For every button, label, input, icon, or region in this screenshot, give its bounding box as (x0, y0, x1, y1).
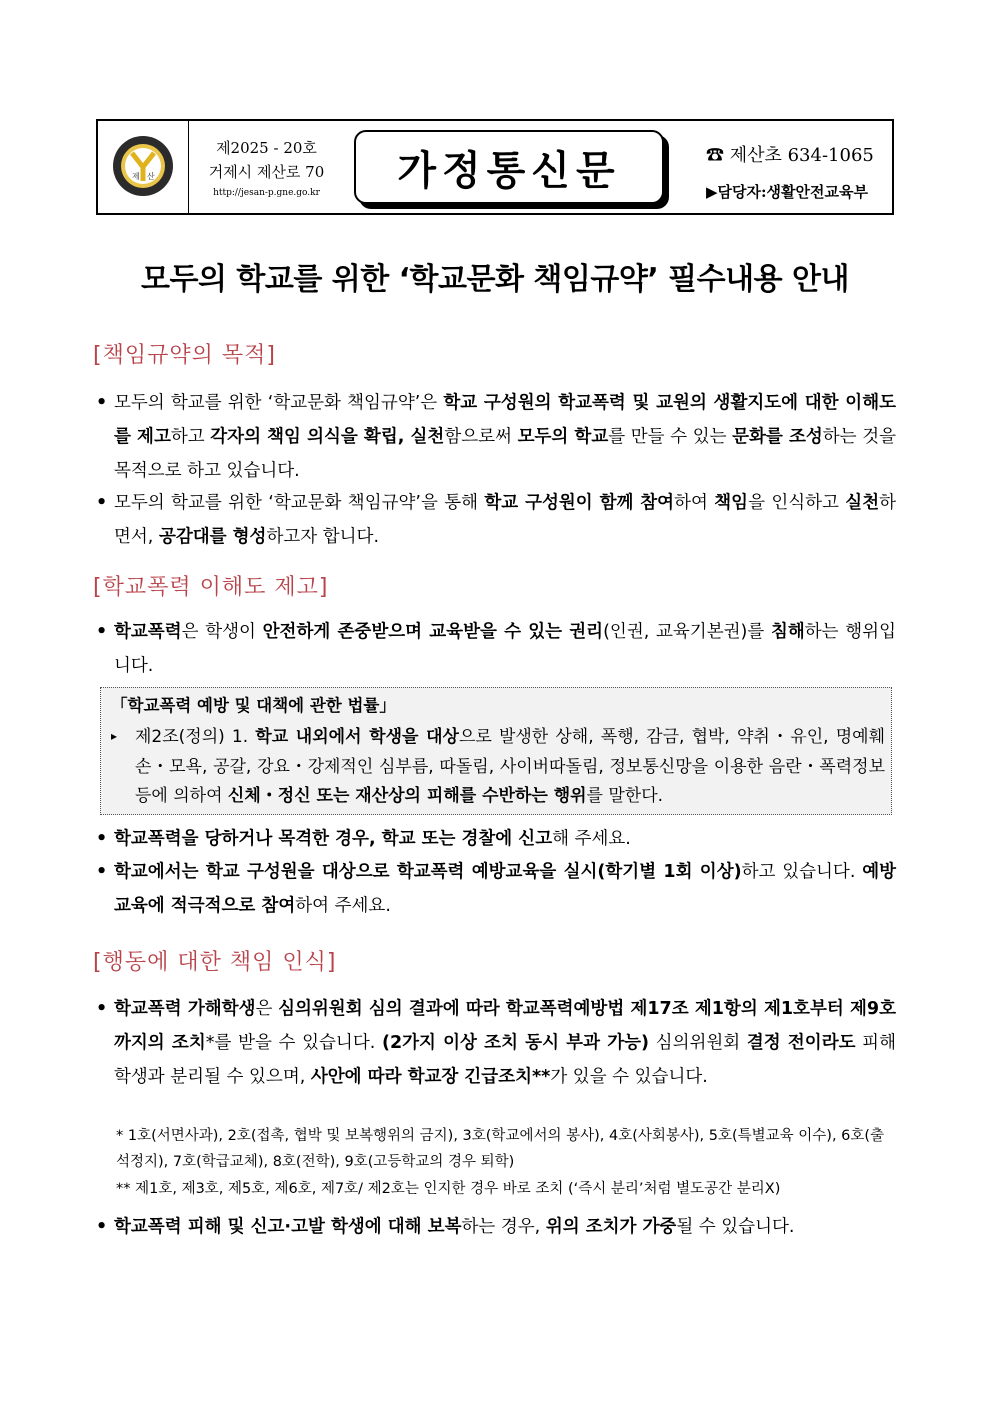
law-title: 「학교폭력 예방 및 대책에 관한 법률」 (111, 696, 396, 715)
paragraph-violence-definition: • 학교폭력은 학생이 안전하게 존중받으며 교육받을 수 있는 권리(인권, 교육기본권)를 침해하는 행위입니다. (96, 615, 896, 683)
bullet: • (96, 1217, 108, 1237)
bullet: • (96, 393, 108, 413)
bullet: • (96, 999, 108, 1019)
bullet: • (96, 829, 108, 849)
school-logo (112, 135, 174, 197)
school-url[interactable]: http://jesan-p.gne.go.kr (213, 188, 320, 198)
footnote-measures-list: * 1호(서면사과), 2호(접촉, 협박 및 보복행위의 금지), 3호(학교에서의 봉사), 4호(사회봉사), 5호(특별교육 이수), 6호(출석정지), 7호(학급교체), 8호(전학), 9호(고등학교의 경우 퇴학) (116, 1128, 885, 1170)
bullet: • (96, 862, 108, 882)
logo-cell (98, 121, 189, 213)
bullet: • (96, 622, 108, 642)
newsletter-title-box (354, 130, 664, 204)
law-excerpt-box (100, 687, 892, 815)
paragraph-purpose-1: • 모두의 학교를 위한 ‘학교문화 책임규약’은 학교 구성원의 학교폭력 및 교원의 생활지도에 대한 이해도를 제고하고 각자의 책임 의식을 확립, 실천함으로써 모두의 학교를 만들 수 있는 문화를 조성하는 것을 목적으로 하고 있습니다. (96, 386, 896, 488)
section-heading-purpose: [책임규약의 목적] (93, 343, 276, 368)
logo-text-left: 제 (132, 172, 140, 181)
section-heading-responsibility: [행동에 대한 책임 인식] (93, 950, 337, 975)
paragraph-offender-measures: • 학교폭력 가해학생은 심의위원회 심의 결과에 따라 학교폭력예방법 제17조 제1항의 제1호부터 제9호까지의 조치*를 받을 수 있습니다. (2가지 이상 조치 동시 부과 가능) 심의위원회 결정 전이라도 피해학생과 분리될 수 있으며, 사안에 따라 학교장 긴급조치**가 있을 수 있습니다. (96, 992, 896, 1094)
paragraph-retaliation: • 학교폭력 피해 및 신고·고발 학생에 대해 보복하는 경우, 위의 조치가 가중될 수 있습니다. (96, 1210, 896, 1244)
school-address: 거제시 제산로 70 (208, 163, 325, 181)
triangle-right-icon: ▸ (111, 729, 118, 743)
contact-info (706, 141, 892, 202)
newsletter-header (96, 119, 894, 215)
page-title: 모두의 학교를 위한 ‘학교문화 책임규약’ 필수내용 안내 (140, 262, 850, 297)
school-phone: ☎ 제산초 634-1065 (706, 145, 874, 166)
department-contact: ▶담당자:생활안전교육부 (706, 183, 868, 201)
newsletter-title: 가정통신문 (397, 146, 621, 194)
logo-text-right: 산 (147, 172, 155, 181)
footnote-emergency-measures: ** 제1호, 제3호, 제5호, 제6호, 제7호/ 제2호는 인지한 경우 바로 조치 (‘즉시 분리’처럼 별도공간 분리X) (116, 1181, 781, 1197)
section-heading-understanding: [학교폭력 이해도 제고] (93, 575, 329, 600)
bullet: • (96, 493, 108, 513)
issue-number: 제2025 - 20호 (216, 139, 317, 157)
paragraph-purpose-2: • 모두의 학교를 위한 ‘학교문화 책임규약’을 통해 학교 구성원이 함께 참여하여 책임을 인식하고 실천하면서, 공감대를 형성하고자 합니다. (96, 486, 896, 554)
issue-info (194, 137, 339, 198)
paragraph-prevention-education: • 학교에서는 학교 구성원을 대상으로 학교폭력 예방교육을 실시(학기별 1회 이상)하고 있습니다. 예방교육에 적극적으로 참여하여 주세요. (96, 855, 896, 923)
law-body: ▸ 제2조(정의) 1. 학교 내외에서 학생을 대상으로 발생한 상해, 폭행, 감금, 협박, 약취・유인, 명예훼손・모욕, 공갈, 강요・강제적인 심부름, 따돌림, 사이버따돌림, 정보통신망을 이용한 음란・폭력정보 등에 의하여 신체・정신 또는 재산상의 피해를 수반하는 행위를 말한다. (111, 723, 885, 812)
paragraph-report: • 학교폭력을 당하거나 목격한 경우, 학교 또는 경찰에 신고해 주세요. (96, 822, 896, 856)
